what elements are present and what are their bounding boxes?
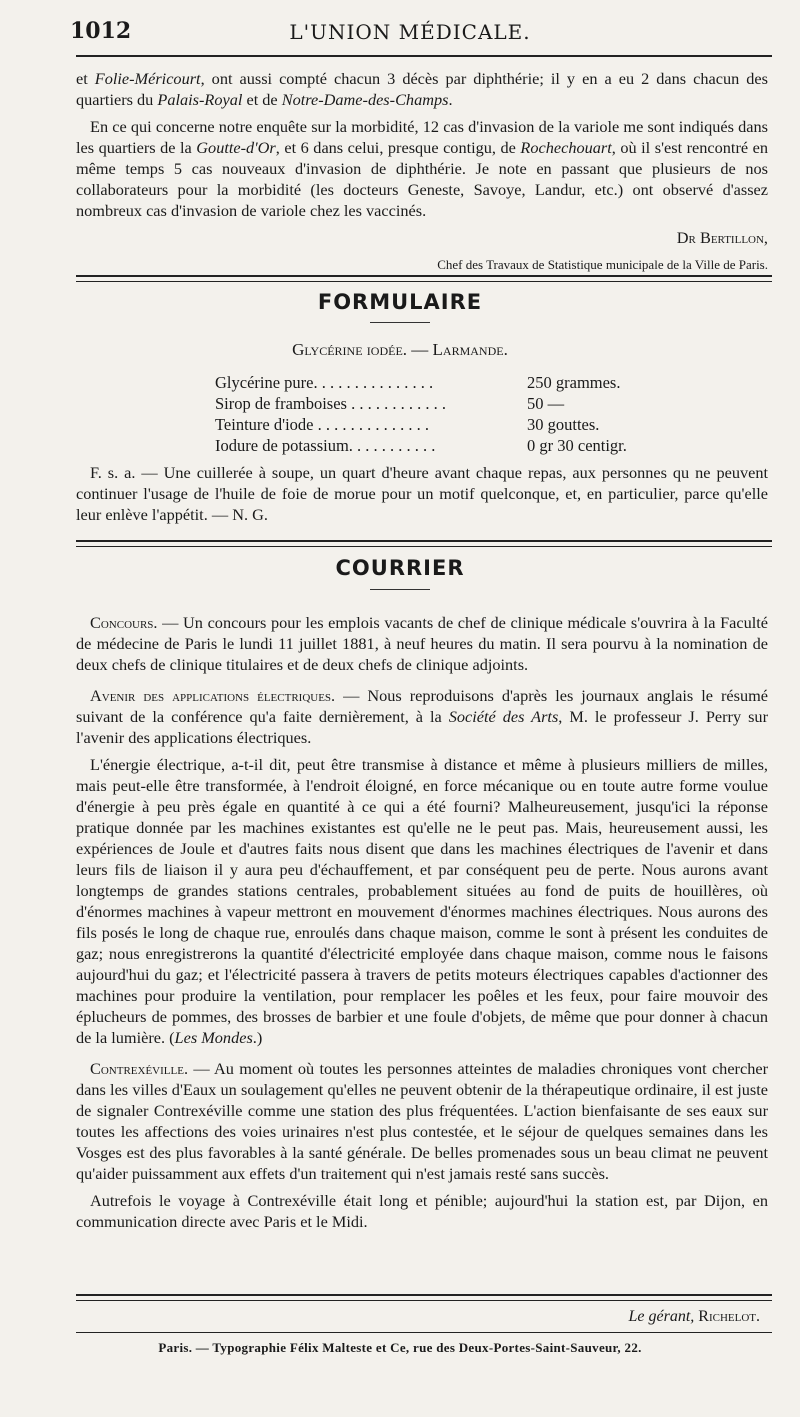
section-rule-2 [76, 540, 772, 547]
courrier-section [76, 612, 768, 1238]
formulaire-subtitle: Glycérine iodée. — Larmande. [292, 340, 508, 359]
avenir-paragraph-2: L'énergie électrique, a-t-il dit, peut être transmise à distance et même à plusieurs milliers de milles, mais peut-elle être transformée, à l'endroit éloigné, en force mécanique ou en toute autre forme voulue d'énergie à peu près égale en quantité à ce qui a été fourni? Malheureusement, jusqu'ici la réponse pratique donnée par les machines existantes est qu'elle ne le peut pas. Mais, heureusement aussi, les expériences de Joule et d'autres faits nous disent que dans les machines électriques de l'avenir et dans leurs fils de liaison il y aura peu d'échauffement, et par conséquent peu de perte. Nous aurons avant longtemps de grandes stations centrales, probablement situées au fond de puits de houillères, où d'énormes machines à vapeur mettront en mouvement d'énormes machines électriques. Nous aurons des fils posés le long de chaque rue, enroulés dans chaque maison, comme le sont à présent les conduites de gaz; nous enregistrerons la quantité d'électricité employée dans chaque maison, comme nous le faisons aujourd'hui du gaz; et l'électricité passera à travers de petits moteurs électriques capables d'actionner des machines pour produire la ventilation, pour remplacer les poêles et les feux, pour faire mouvoir des éplucheurs de pommes, des brosses de barbier et une foule d'objets, de même que pour donner à chacun de la lumière. (Les Mondes.) [76, 755, 768, 1047]
header-rule [76, 55, 772, 57]
running-title: L'UNION MÉDICALE. [289, 20, 531, 44]
recipe-list [215, 372, 655, 456]
intro-section [76, 68, 768, 281]
signature: Dr Bertillon, [676, 228, 768, 247]
concours-paragraph: Concours. — Un concours pour les emplois vacants de chef de clinique médicale s'ouvrira à la Faculté de médecine de Paris le lundi 11 juillet 1881, à neuf heures du matin. Il sera pourvu à la nomination de deux chefs de clinique titulaires et de deux chefs de clinique adjoints. [76, 613, 768, 674]
intro-paragraph-2: En ce qui concerne notre enquête sur la morbidité, 12 cas d'invasion de la variole me sont indiqués dans les quartiers de la Goutte-d'Or, et 6 dans celui, presque contigu, de Rochechouart, où il s'est rencontré en même temps 5 cas nouveaux d'invasion de diphthérie. Je note en passant que plusieurs de nos collaborateurs pour la morbidité (les docteurs Geneste, Savoye, Landur, etc.) ont observé d'assez nombreux cas d'invasion de variole chez les vaccinés. [76, 117, 768, 220]
avenir-paragraph-1: Avenir des applications électriques. — Nous reproduisons d'après les journaux anglais le résumé suivant de la conférence qu'a faite dernièrement, à la Société des Arts, M. le professeur J. Perry sur l'avenir des applications électriques. [76, 686, 768, 747]
signature-title: Chef des Travaux de Statistique municipale de la Ville de Paris. [437, 257, 768, 272]
recipe-item: Iodure de potassium. . . . . . . . . . . 0 gr 30 centigr. [215, 436, 627, 455]
footer-rule [76, 1294, 772, 1301]
contrexeville-paragraph-1: Contrexéville. — Au moment où toutes les personnes atteintes de maladies chroniques vont chercher dans les villes d'Eaux un soulagement qu'elles ne peuvent obtenir de la thérapeutique ordinaire, il est juste de signaler Contrexéville comme une station des plus fréquentées. L'action bienfaisante de ses eaux sur toutes les affections des voies urinaires n'est plus contestée, et le séjour de quelques semaines dans les Vosges est des plus favorables à la santé générale. De belles promenades sous un beau climat ne peuvent qu'aider puissamment aux effets d'un traitement qui n'est jamais resté sans succès. [76, 1059, 768, 1183]
imprint-rule [76, 1332, 772, 1333]
formulaire-note: F. s. a. — Une cuillerée à soupe, un quart d'heure avant chaque repas, aux personnes qu ne peuvent continuer l'usage de l'huile de foie de morue pour un motif quelconque, et, en particulier, parce qu'elle leur enlève l'appétit. — N. G. [76, 463, 768, 524]
courrier-title: COURRIER [335, 556, 465, 580]
formulaire-title: FORMULAIRE [317, 290, 483, 314]
recipe-item: Glycérine pure. . . . . . . . . . . . . . . 250 grammes. [215, 373, 621, 392]
formulaire-underline [370, 322, 430, 323]
section-rule-1 [76, 275, 772, 282]
printer-imprint: Paris. — Typographie Félix Malteste et Ce, rue des Deux-Portes-Saint-Sauveur, 22. [158, 1340, 642, 1355]
courrier-underline [370, 589, 430, 590]
page-header [70, 18, 750, 46]
intro-paragraph-1: et Folie-Méricourt, ont aussi compté chacun 3 décès par diphthérie; il y en a eu 2 dans chacun des quartiers du Palais-Royal et de Notre-Dame-des-Champs. [76, 69, 768, 109]
gerant-signature: Le gérant, Richelot. [628, 1308, 760, 1325]
recipe-item: Sirop de framboises . . . . . . . . . . . . 50 — [215, 394, 565, 413]
page-number: 1012 [70, 18, 132, 44]
contrexeville-paragraph-2: Autrefois le voyage à Contrexéville était long et pénible; aujourd'hui la station est, par Dijon, en communication directe avec Paris et le Midi. [76, 1191, 768, 1231]
recipe-item: Teinture d'iode . . . . . . . . . . . . . . 30 gouttes. [215, 415, 600, 434]
